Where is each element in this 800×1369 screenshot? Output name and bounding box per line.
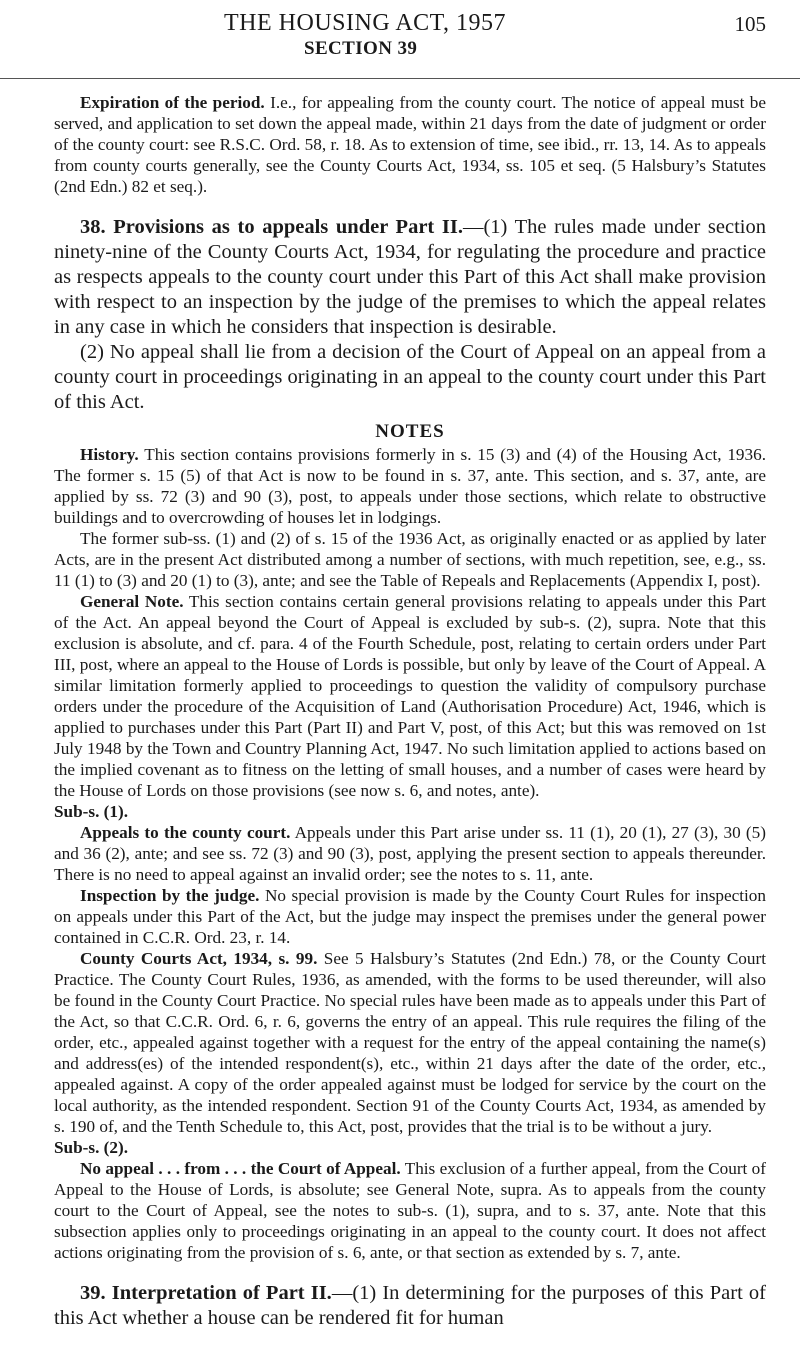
subsection-1-heading: Sub-s. (1). [54, 802, 129, 821]
section-38-text-1: —(1) The rules made under section ninety-nine of the County Courts Act, 1934, for regulating the procedure and practice as respects appeals to the county court under this Part of this Act shall make provision with respect to an inspection by the judge of the premises to which the appeal relates in any case in which he considers that inspection is desirable. [54, 216, 767, 338]
section-39-text: —(1) In determining for the purposes of this Part of this Act whether a house can be rendered fit for human [54, 1282, 766, 1329]
expiration-paragraph [54, 92, 766, 197]
no-appeal-lead: No appeal . . . from . . . the Court of Appeal. [80, 1159, 401, 1178]
general-note-text: This section contains certain general provisions relating to appeals under this Part of the Act. An appeal beyond the Court of Appeal is excluded by sub-s. (2), supra. Note that this exclusion is absolute, and cf. para. 4 of the Fourth Schedule, post, relating to certain orders under Part III, post, where an appeal to the House of Lords is possible, but only by leave of the Court of Appeal. A similar limitation formerly applied to proceedings to question the validity of compulsory purchase orders under the procedure of the Acquisition of Land (Authorisation Procedure) Act, 1946, which is applied to purchases under this Part (Part II) and Part V, post, of this Act; but this was removed on 1st July 1948 by the Town and Country Planning Act, 1947. No such limitation applied to actions based on the implied covenant as to fitness on the letting of small houses, and a number of cases were heard by the House of Lords on those provisions (see now s. 6, and notes, ante). [54, 592, 766, 800]
section-label: SECTION 39 [304, 38, 418, 59]
inspection-text: No special provision is made by the County Court Rules for inspection on appeals under this Part of the Act, but the judge may inspect the premises under the general power contained in C.C.R. Ord. 23, r. 14. [54, 886, 766, 947]
history-note [54, 444, 766, 528]
county-courts-act-note [54, 948, 766, 1137]
page-body [54, 92, 766, 1331]
page-number: 105 [734, 12, 766, 36]
county-courts-act-lead: County Courts Act, 1934, s. 99. [80, 949, 318, 968]
no-appeal-text: This exclusion of a further appeal, from the Court of Appeal to the House of Lords, is absolute; see General Note, supra. As to appeals from the county court to the Court of Appeal, see the notes to sub-s. (1), supra, and to s. 37, ante. Note that this subsection applies only to proceedings originating in an appeal to the county court. It does not affect actions originating from the provision of s. 6, ante, or that section as extended by s. 7, ante. [54, 1159, 766, 1262]
appeals-lead: Appeals to the county court. [80, 823, 291, 842]
county-courts-act-text: See 5 Halsbury’s Statutes (2nd Edn.) 78, or the County Court Practice. The County Court Rules, 1936, as amended, with the forms to be used thereunder, will also be found in the County Court Practice. No special rules have been made as to appeals under this Part of the Act, so that C.C.R. Ord. 6, r. 6, governs the entry of an appeal. This rule requires the filing of the order, etc., appealed against together with a request for the entry of the appeal containing the name(s) and address(es) of the intended respondent(s), etc., within 21 days after the date of the order, etc., appealed against. A copy of the order appealed against must be lodged for service by the court on the local authority, as the intended respondent. Section 91 of the County Courts Act, 1934, as amended by s. 190 of, and the Tenth Schedule to, this Act, post, provides that the trial is to be without a jury. [54, 949, 766, 1136]
history-text: This section contains provisions formerly in s. 15 (3) and (4) of the Housing Act, 1936. The former s. 15 (5) of that Act is now to be found in s. 37, ante. This section, and s. 37, ante, are applied by ss. 72 (3) and 90 (3), post, to appeals under those sections, which relate to obstructive buildings and to overcrowding of houses let in lodgings. [54, 445, 766, 527]
expiration-lead: Expiration of the period. [80, 93, 265, 112]
page-header [54, 0, 766, 58]
history-lead: History. [80, 445, 139, 464]
inspection-note [54, 885, 766, 948]
section-39-paragraph [54, 1281, 766, 1331]
section-39-heading: 39. Interpretation of Part II. [80, 1282, 332, 1304]
notes-heading: NOTES [375, 421, 445, 442]
no-appeal-note [54, 1158, 766, 1263]
inspection-lead: Inspection by the judge. [80, 886, 260, 905]
subsection-2-heading: Sub-s. (2). [54, 1138, 129, 1157]
appeals-note [54, 822, 766, 885]
appeals-text: Appeals under this Part arise under ss. 11 (1), 20 (1), 27 (3), 30 (5) and 36 (2), ante; and see ss. 72 (3) and 90 (3), post, applying the present section to appeals thereunder. There is no need to appeal against an invalid order; see the notes to s. 11, ante. [54, 823, 766, 884]
former-subsections-note: The former sub-ss. (1) and (2) of s. 15 of the 1936 Act, as originally enacted or as applied by later Acts, are in the present Act distributed among a number of sections, with much repetition, see, e.g., ss. 11 (1) to (3) and 20 (1) to (3), ante; and see the Table of Repeals and Replacements (Appendix I, post). [54, 529, 766, 590]
section-38-subsection-1 [54, 215, 766, 340]
section-38-heading: 38. Provisions as to appeals under Part II. [80, 216, 463, 238]
header-rule [0, 78, 800, 79]
general-note-lead: General Note. [80, 592, 184, 611]
expiration-text: I.e., for appealing from the county court. The notice of appeal must be served, and application to set down the appeal made, within 21 days from the date of judgment or order of the county court: see R.S.C. Ord. 58, r. 18. As to extension of time, see ibid., rr. 13, 14. As to appeals from county courts generally, see the County Courts Act, 1934, ss. 105 et seq. (5 Halsbury’s Statutes (2nd Edn.) 82 et seq.). [54, 93, 766, 196]
running-title: THE HOUSING ACT, 1957 [224, 10, 507, 36]
general-note [54, 591, 766, 801]
section-38-subsection-2: (2) No appeal shall lie from a decision of the Court of Appeal on an appeal from a county court in proceedings originating in an appeal to the county court under this Part of this Act. [54, 341, 766, 413]
